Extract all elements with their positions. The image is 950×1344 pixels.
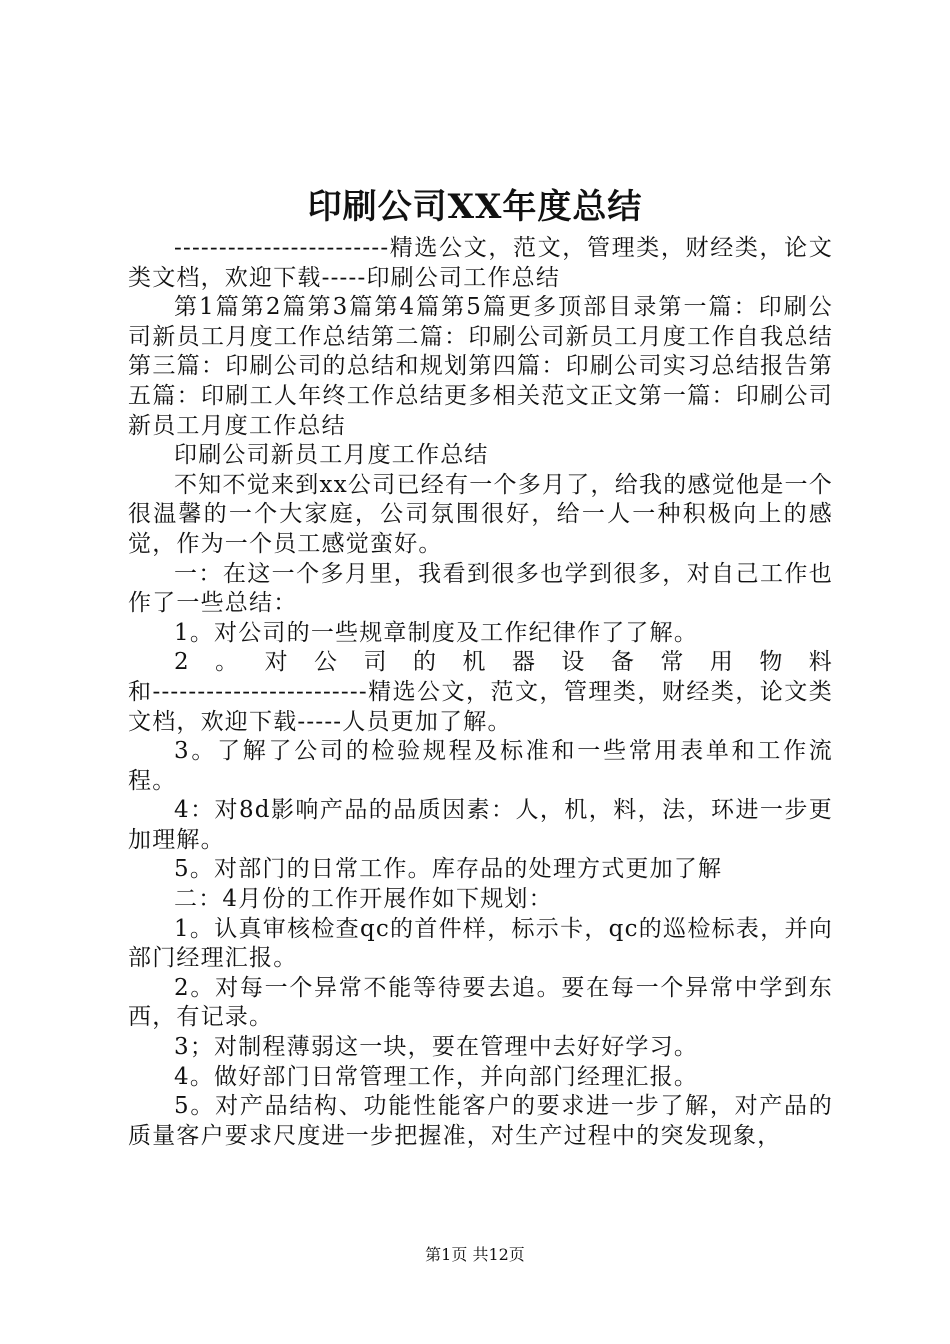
document-body bbox=[128, 234, 833, 1151]
body-paragraph: 不知不觉来到xx公司已经有一个多月了，给我的感觉他是一个很温馨的一个大家庭，公司氛围很好，给一人一种积极向上的感觉，作为一个员工感觉蛮好。 bbox=[128, 471, 833, 557]
body-paragraph: ------------------------精选公文，范文，管理类，财经类，论文类文档，欢迎下载-----印刷公司工作总结 bbox=[128, 235, 833, 291]
body-paragraph: 2。对每一个异常不能等待要去追。要在每一个异常中学到东西，有记录。 bbox=[128, 974, 833, 1031]
body-paragraph: 印刷公司新员工月度工作总结 bbox=[174, 442, 489, 469]
body-paragraph: 一：在这一个多月里，我看到很多也学到很多，对自己工作也作了一些总结： bbox=[128, 560, 833, 617]
body-paragraph: 1。认真审核检查qc的首件样，标示卡，qc的巡检标表，并向部门经理汇报。 bbox=[128, 915, 833, 972]
body-paragraph: 4：对8d影响产品的品质因素：人，机，料，法，环进一步更加理解。 bbox=[128, 797, 833, 853]
body-paragraph: 第1篇第2篇第3篇第4篇第5篇更多顶部目录第一篇：印刷公司新员工月度工作总结第二篇：印刷公司新员工月度工作自我总结第三篇：印刷公司的总结和规划第四篇：印刷公司实习总结报告第五篇：印刷工人年终工作总结更多相关范文正文第一篇：印刷公司新员工月度工作总结 bbox=[128, 294, 833, 439]
body-paragraph: 4。做好部门日常管理工作，并向部门经理汇报。 bbox=[174, 1063, 699, 1090]
body-paragraph: 1。对公司的一些规章制度及工作纪律作了了解。 bbox=[174, 619, 699, 646]
body-paragraph: 3。了解了公司的检验规程及标准和一些常用表单和工作流程。 bbox=[128, 738, 833, 794]
body-paragraph: 二：4月份的工作开展作如下规划： bbox=[174, 886, 553, 913]
body-paragraph: 5。对产品结构、功能性能客户的要求进一步了解，对产品的质量客户要求尺度进一步把握准，对生产过程中的突发现象， bbox=[128, 1093, 833, 1149]
body-paragraph: 5。对部门的日常工作。库存品的处理方式更加了解 bbox=[174, 856, 723, 883]
page-number-footer: 第1页 共12页 bbox=[425, 1245, 525, 1264]
document-title: 印刷公司XX年度总结 bbox=[307, 187, 643, 227]
body-paragraph: 2。对公司的机器设备常用物料 bbox=[174, 649, 833, 676]
body-paragraph: 3；对制程薄弱这一块，要在管理中去好好学习。 bbox=[174, 1034, 699, 1061]
body-paragraph: 和------------------------精选公文，范文，管理类，财经类，论文类文档，欢迎下载-----人员更加了解。 bbox=[128, 678, 833, 735]
